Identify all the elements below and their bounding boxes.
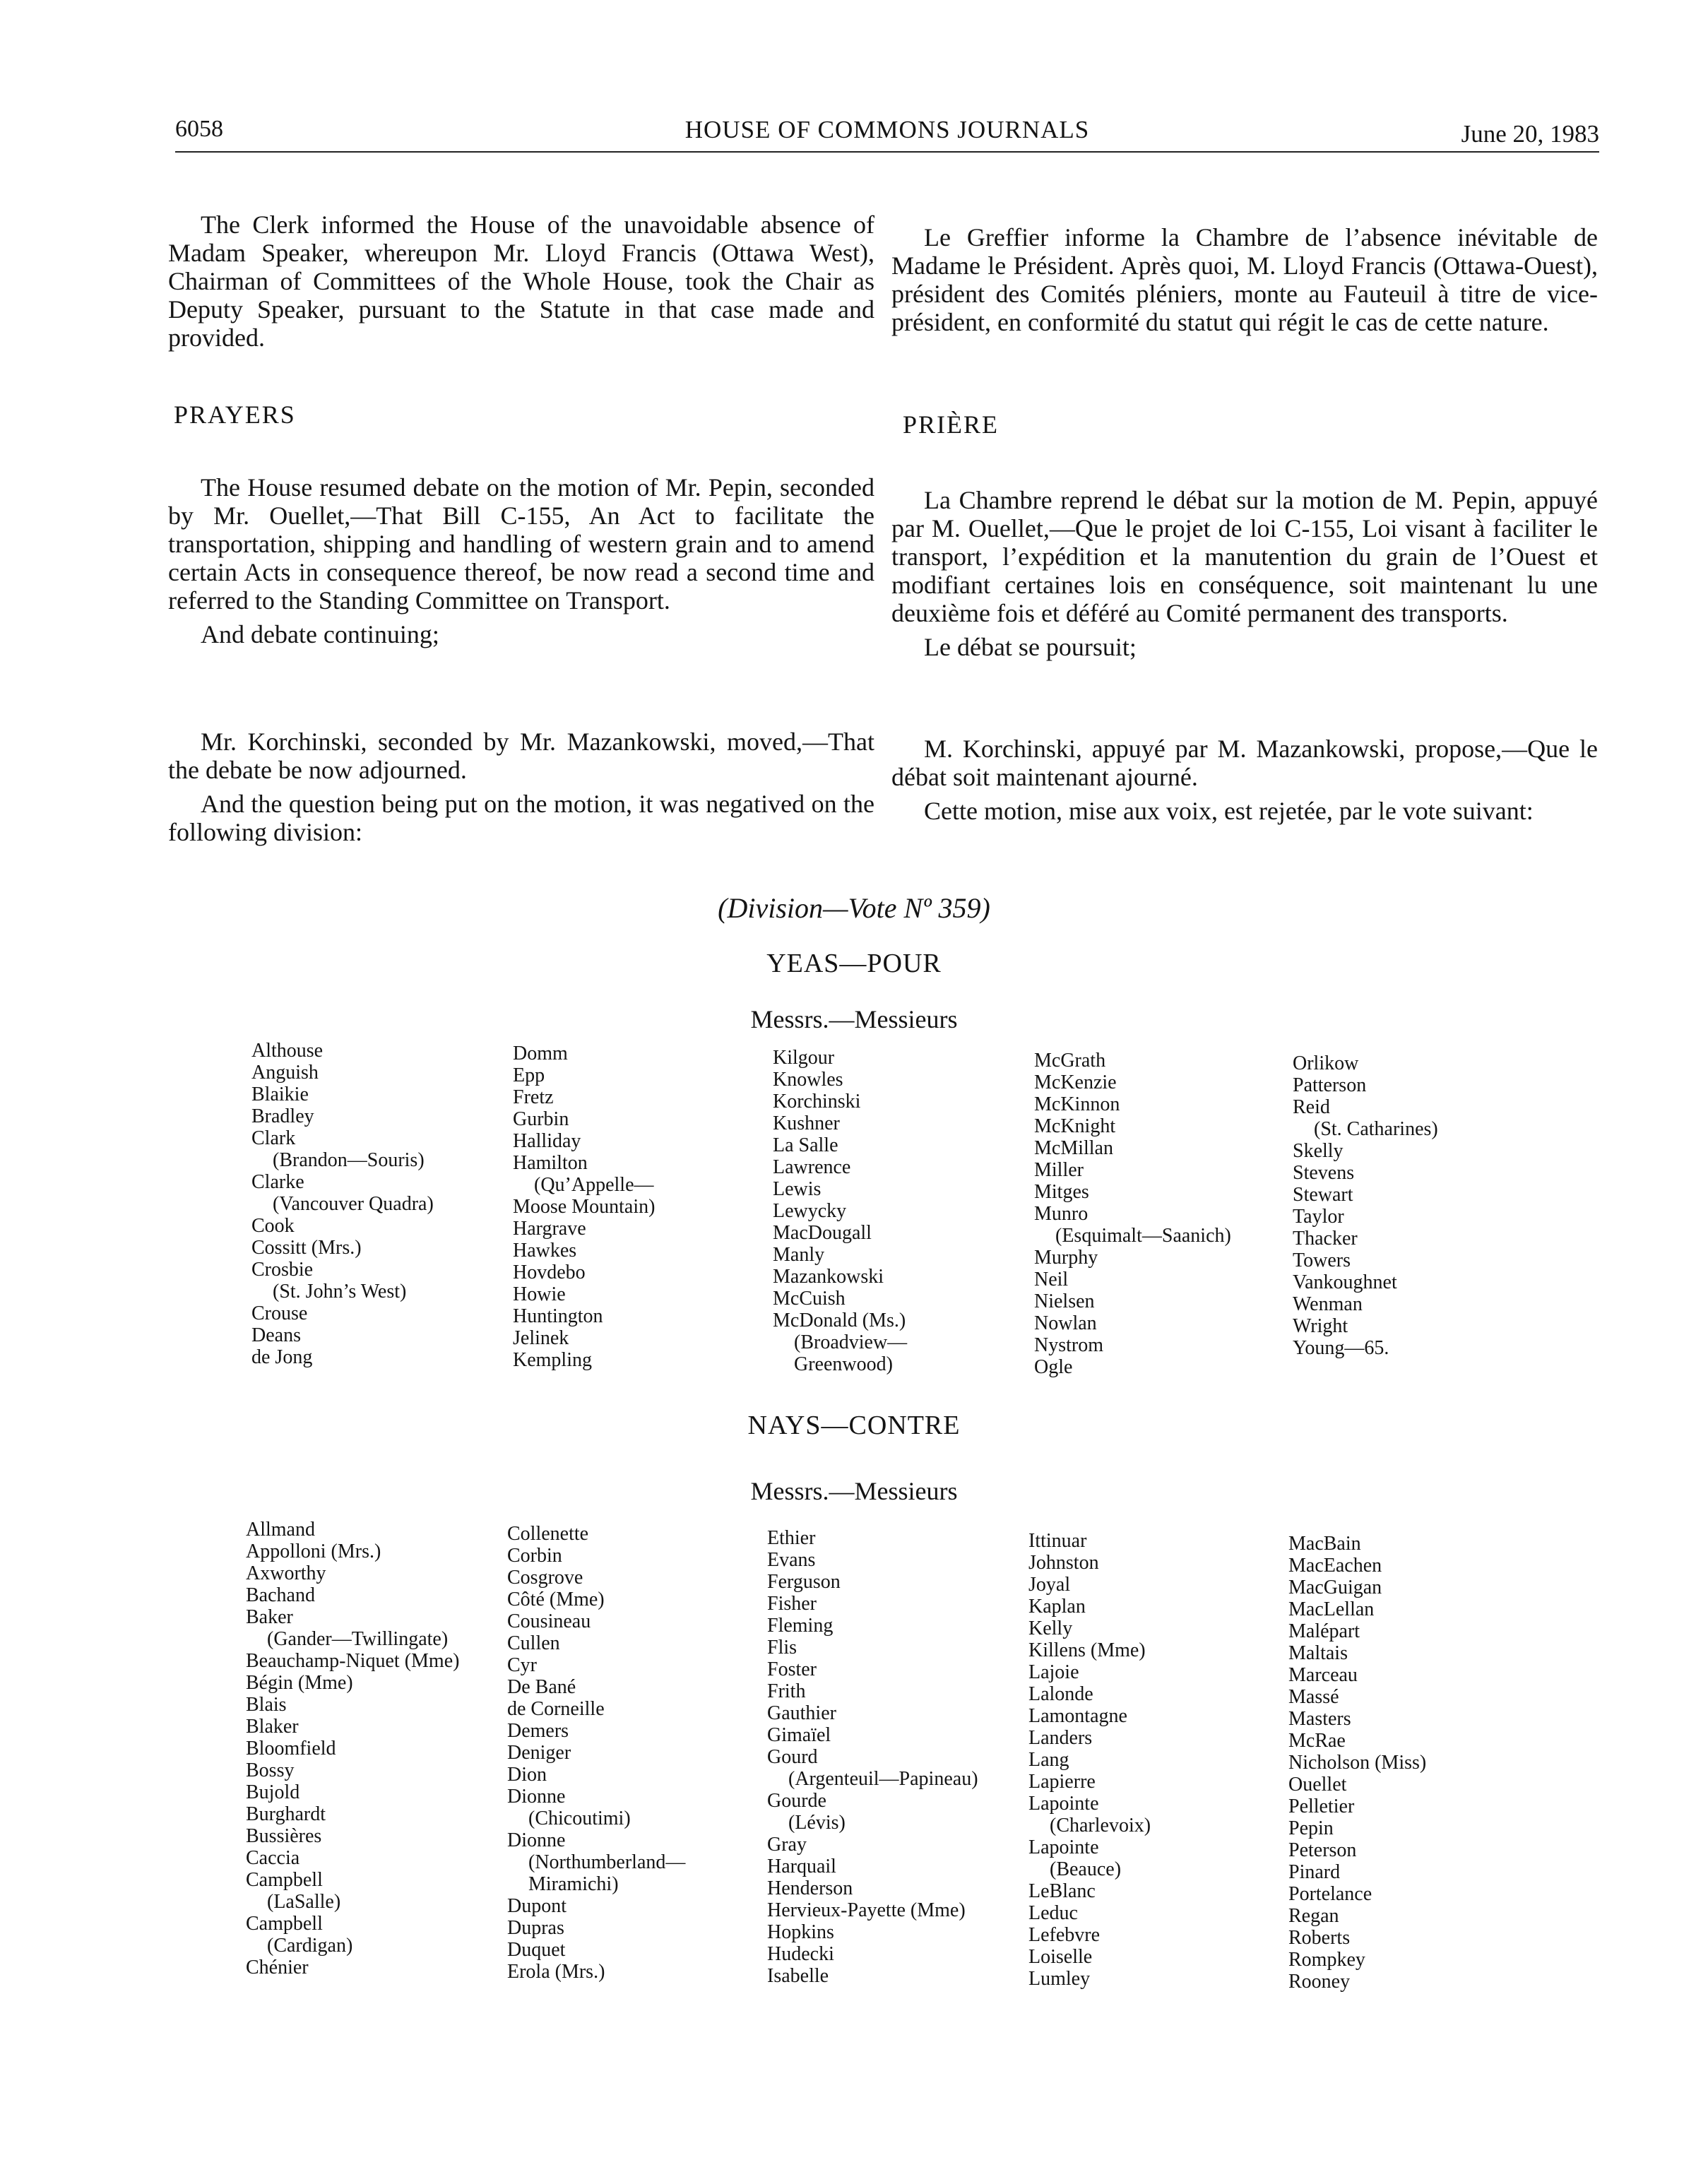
nay-member-name: Cosgrove	[507, 1567, 583, 1589]
yea-member-name: (Brandon—Souris)	[273, 1149, 425, 1171]
yea-member-name: Cook	[251, 1215, 295, 1237]
yeas-column-2	[513, 1043, 774, 1371]
yea-member-name: Reid	[1293, 1096, 1330, 1118]
nay-member-name: Demers	[507, 1720, 569, 1742]
en-question-paragraph: And the question being put on the motion, it was negatived on the following division:	[168, 790, 874, 846]
yea-member-name: Wenman	[1293, 1293, 1363, 1315]
yea-member-name: Althouse	[251, 1040, 324, 1062]
nay-member-name: Peterson	[1288, 1839, 1357, 1861]
fr-debate-block	[891, 486, 1598, 661]
nay-member-name: Foster	[767, 1658, 817, 1680]
yea-member-name: McKinnon	[1034, 1093, 1120, 1115]
yea-member-name: Halliday	[513, 1130, 581, 1152]
yea-member-name: Munro	[1034, 1203, 1089, 1225]
yea-member-name: Nielsen	[1034, 1290, 1095, 1312]
nay-member-name: (Chicoutimi)	[528, 1808, 631, 1829]
nay-member-name: Lumley	[1028, 1968, 1091, 1990]
yea-member-name: (St. Catharines)	[1314, 1118, 1438, 1140]
nay-member-name: Evans	[767, 1549, 816, 1571]
nay-member-name: Corbin	[507, 1545, 562, 1567]
en-prayers-heading: PRAYERS	[174, 400, 296, 429]
nay-member-name: Bujold	[246, 1781, 300, 1803]
nay-member-name: Deniger	[507, 1742, 571, 1764]
nay-member-name: Lajoie	[1028, 1661, 1079, 1683]
yea-member-name: Korchinski	[773, 1091, 861, 1112]
nay-member-name: Gourde	[767, 1790, 826, 1812]
nay-member-name: Ethier	[767, 1527, 816, 1549]
yea-member-name: Gurbin	[513, 1108, 569, 1130]
header-date: June 20, 1983	[1461, 120, 1599, 148]
nay-member-name: Beauchamp-Niquet (Mme)	[246, 1650, 460, 1672]
nay-member-name: Côté (Mme)	[507, 1589, 605, 1610]
en-motion-paragraph: Mr. Korchinski, seconded by Mr. Mazankowski, moved,—That the debate be now adjourned.	[168, 728, 874, 784]
nay-member-name: Lamontagne	[1028, 1705, 1127, 1727]
nay-member-name: Baker	[246, 1606, 293, 1628]
nay-member-name: De Bané	[507, 1676, 576, 1698]
yea-member-name: McMillan	[1034, 1137, 1113, 1159]
yeas-column-3	[773, 1047, 1034, 1375]
fr-debate-continuing: Le débat se poursuit;	[924, 633, 1137, 661]
yea-member-name: Lewis	[773, 1178, 822, 1200]
nay-member-name: Cyr	[507, 1654, 537, 1676]
nay-member-name: Massé	[1288, 1686, 1339, 1708]
page-header	[175, 116, 1599, 153]
yea-member-name: Mitges	[1034, 1181, 1089, 1203]
nay-member-name: Joyal	[1028, 1574, 1071, 1596]
yea-member-name: McGrath	[1034, 1050, 1106, 1072]
yea-member-name: Cossitt (Mrs.)	[251, 1237, 362, 1259]
yea-member-name: Crouse	[251, 1302, 308, 1324]
yea-member-name: Crosbie	[251, 1259, 314, 1281]
yea-member-name: McKenzie	[1034, 1072, 1117, 1093]
yea-member-name: McKnight	[1034, 1115, 1116, 1137]
nay-member-name: MacLellan	[1288, 1598, 1375, 1620]
yea-member-name: Greenwood)	[794, 1353, 893, 1375]
yea-member-name: Kilgour	[773, 1047, 835, 1069]
yea-member-name: Hovdebo	[513, 1262, 586, 1283]
nays-column-4	[1028, 1530, 1290, 1990]
nay-member-name: (LaSalle)	[267, 1891, 341, 1913]
nay-member-name: MacBain	[1288, 1533, 1361, 1555]
en-intro-paragraph: The Clerk informed the House of the unavoidable absence of Madam Speaker, whereupon Mr. Lloyd Francis (Ottawa West), Chairman of Committees of the Whole House, took the Chair as Deputy Speaker, pursuant to the Statute in that case made and provided.	[168, 210, 874, 352]
yea-member-name: Manly	[773, 1244, 825, 1266]
yeas-column-5	[1293, 1052, 1554, 1359]
yea-member-name: Orlikow	[1293, 1052, 1359, 1074]
yea-member-name: Stewart	[1293, 1184, 1353, 1206]
nay-member-name: Dionne	[507, 1786, 566, 1808]
yea-member-name: Hamilton	[513, 1152, 588, 1174]
yea-member-name: Vankoughnet	[1293, 1271, 1397, 1293]
nay-member-name: Axworthy	[246, 1562, 326, 1584]
nay-member-name: (Beauce)	[1050, 1858, 1122, 1880]
nay-member-name: Fisher	[767, 1593, 817, 1615]
nay-member-name: Leduc	[1028, 1902, 1078, 1924]
nay-member-name: Campbell	[246, 1869, 323, 1891]
yea-member-name: Patterson	[1293, 1074, 1367, 1096]
nay-member-name: Lalonde	[1028, 1683, 1093, 1705]
nay-member-name: Allmand	[246, 1519, 315, 1541]
yea-member-name: (Qu’Appelle—	[534, 1174, 654, 1196]
nay-member-name: Kelly	[1028, 1618, 1073, 1639]
yea-member-name: Moose Mountain)	[513, 1196, 656, 1218]
yea-member-name: Miller	[1034, 1159, 1084, 1181]
en-debate-block	[168, 473, 874, 648]
yea-member-name: Jelinek	[513, 1327, 569, 1349]
yea-member-name: (Broadview—	[794, 1331, 908, 1353]
yea-member-name: Blaikie	[251, 1084, 309, 1105]
nay-member-name: Erola (Mrs.)	[507, 1961, 605, 1983]
nay-member-name: Caccia	[246, 1847, 300, 1869]
yea-member-name: McDonald (Ms.)	[773, 1310, 906, 1331]
nay-member-name: Bussières	[246, 1825, 322, 1847]
nay-member-name: Gourd	[767, 1746, 818, 1768]
nay-member-name: Marceau	[1288, 1664, 1358, 1686]
nay-member-name: Lang	[1028, 1749, 1069, 1771]
yea-member-name: Epp	[513, 1064, 545, 1086]
yea-member-name: Knowles	[773, 1069, 843, 1091]
nay-member-name: Roberts	[1288, 1927, 1351, 1949]
nay-member-name: Blaker	[246, 1716, 299, 1738]
nay-member-name: Isabelle	[767, 1965, 829, 1987]
nay-member-name: Gray	[767, 1834, 807, 1856]
nay-member-name: Ittinuar	[1028, 1530, 1087, 1552]
yea-member-name: Wright	[1293, 1315, 1348, 1337]
fr-priere-heading: PRIÈRE	[903, 410, 1000, 439]
yea-member-name: Skelly	[1293, 1140, 1344, 1162]
nay-member-name: Bloomfield	[246, 1738, 336, 1760]
yea-member-name: Lawrence	[773, 1156, 851, 1178]
nay-member-name: Gauthier	[767, 1702, 836, 1724]
yea-member-name: Howie	[513, 1283, 566, 1305]
nay-member-name: Chénier	[246, 1957, 309, 1978]
fr-debate-paragraph: La Chambre reprend le débat sur la motion de M. Pepin, appuyé par M. Ouellet,—Que le projet de loi C-155, Loi visant à faciliter le transport, l’expédition et la manutention du grain de l’Ouest et modifiant certaines lois en conséquence, soit maintenant lu une deuxième fois et déféré au Comité permanent des transports.	[891, 486, 1598, 627]
fr-intro-paragraph: Le Greffier informe la Chambre de l’absence inévitable de Madame le Président. Après quoi, M. Lloyd Francis (Ottawa-Ouest), président des Comités pléniers, monte au Fauteuil à titre de vice-président, en conformité du statut qui régit le cas de cette nature.	[891, 223, 1598, 336]
nay-member-name: Maltais	[1288, 1642, 1348, 1664]
nays-heading: NAYS—CONTRE	[747, 1411, 961, 1440]
nay-member-name: Bachand	[246, 1584, 315, 1606]
yea-member-name: Kempling	[513, 1349, 592, 1371]
nay-member-name: McRae	[1288, 1730, 1346, 1752]
nay-member-name: (Gander—Twillingate)	[267, 1628, 449, 1650]
nay-member-name: Johnston	[1028, 1552, 1099, 1574]
nay-member-name: Rompkey	[1288, 1949, 1365, 1971]
nay-member-name: Lapointe	[1028, 1836, 1099, 1858]
nay-member-name: Pepin	[1288, 1817, 1334, 1839]
en-motion-block	[168, 728, 874, 846]
yea-member-name: (Vancouver Quadra)	[273, 1193, 434, 1215]
yea-member-name: Nystrom	[1034, 1334, 1103, 1356]
yea-member-name: Neil	[1034, 1269, 1069, 1290]
yeas-column-4	[1034, 1050, 1295, 1378]
yea-member-name: Towers	[1293, 1250, 1351, 1271]
nay-member-name: Hopkins	[767, 1921, 834, 1943]
nay-member-name: (Northumberland—	[528, 1851, 686, 1873]
nay-member-name: Gimaïel	[767, 1724, 831, 1746]
journal-title: HOUSE OF COMMONS JOURNALS	[684, 116, 1090, 143]
nay-member-name: MacGuigan	[1288, 1577, 1382, 1598]
yea-member-name: Ogle	[1034, 1356, 1073, 1378]
nay-member-name: Flis	[767, 1637, 797, 1658]
nay-member-name: Bossy	[246, 1760, 295, 1781]
yea-member-name: Stevens	[1293, 1162, 1355, 1184]
nay-member-name: Campbell	[246, 1913, 323, 1935]
yea-member-name: Kushner	[773, 1112, 840, 1134]
nay-member-name: Duquet	[507, 1939, 566, 1961]
nay-member-name: Landers	[1028, 1727, 1093, 1749]
nay-member-name: LeBlanc	[1028, 1880, 1096, 1902]
yea-member-name: Nowlan	[1034, 1312, 1097, 1334]
nay-member-name: Burghardt	[246, 1803, 326, 1825]
yea-member-name: Hargrave	[513, 1218, 586, 1240]
yea-member-name: de Jong	[251, 1346, 313, 1368]
nay-member-name: Pelletier	[1288, 1796, 1355, 1817]
nay-member-name: Henderson	[767, 1877, 853, 1899]
nay-member-name: Collenette	[507, 1523, 589, 1545]
yea-member-name: Young—65.	[1293, 1337, 1389, 1359]
nay-member-name: Masters	[1288, 1708, 1351, 1730]
nays-subheading: Messrs.—Messieurs	[750, 1477, 958, 1505]
nay-member-name: Appolloni (Mrs.)	[246, 1541, 381, 1562]
nay-member-name: Harquail	[767, 1856, 836, 1877]
nay-member-name: Fleming	[767, 1615, 834, 1637]
fr-motion-block	[891, 735, 1598, 825]
nay-member-name: Ferguson	[767, 1571, 841, 1593]
yea-member-name: MacDougall	[773, 1222, 872, 1244]
nays-column-2	[507, 1523, 769, 1983]
yea-member-name: Murphy	[1034, 1247, 1098, 1269]
nay-member-name: MacEachen	[1288, 1555, 1382, 1577]
nay-member-name: de Corneille	[507, 1698, 605, 1720]
nays-column-1	[246, 1519, 507, 1978]
nays-column-3	[767, 1527, 1028, 1987]
yeas-subheading: Messrs.—Messieurs	[750, 1005, 958, 1033]
en-debate-continuing: And debate continuing;	[201, 620, 439, 648]
fr-motion-paragraph: M. Korchinski, appuyé par M. Mazankowski, propose,—Que le débat soit maintenant ajourné.	[891, 735, 1598, 791]
division-title: (Division—Vote Nº 359)	[718, 892, 990, 924]
nay-member-name: Blais	[246, 1694, 287, 1716]
yea-member-name: Hawkes	[513, 1240, 577, 1262]
yea-member-name: Domm	[513, 1043, 568, 1064]
yea-member-name: Mazankowski	[773, 1266, 884, 1288]
yea-member-name: La Salle	[773, 1134, 838, 1156]
nay-member-name: Malépart	[1288, 1620, 1360, 1642]
nay-member-name: Hervieux-Payette (Mme)	[767, 1899, 966, 1921]
nay-member-name: Dionne	[507, 1829, 566, 1851]
en-debate-paragraph: The House resumed debate on the motion of Mr. Pepin, seconded by Mr. Ouellet,—That Bill C-155, An Act to facilitate the transportation, shipping and handling of western grain and to amend certain Acts in consequence thereof, be now read a second time and referred to the Standing Committee on Transport.	[168, 473, 874, 615]
nay-member-name: (Charlevoix)	[1050, 1815, 1151, 1836]
nay-member-name: Portelance	[1288, 1883, 1372, 1905]
nay-member-name: Dupont	[507, 1895, 567, 1917]
yea-member-name: Clarke	[251, 1171, 304, 1193]
yea-member-name: Deans	[251, 1324, 301, 1346]
nay-member-name: Pinard	[1288, 1861, 1341, 1883]
yea-member-name: Bradley	[251, 1105, 314, 1127]
nay-member-name: Killens (Mme)	[1028, 1639, 1146, 1661]
nay-member-name: Lefebvre	[1028, 1924, 1101, 1946]
yea-member-name: (St. John’s West)	[273, 1281, 407, 1302]
yea-member-name: Fretz	[513, 1086, 554, 1108]
yeas-column-1	[251, 1040, 513, 1368]
nay-member-name: Regan	[1288, 1905, 1339, 1927]
yea-member-name: Anguish	[251, 1062, 319, 1084]
nay-member-name: Bégin (Mme)	[246, 1672, 353, 1694]
nay-member-name: Lapointe	[1028, 1793, 1099, 1815]
nay-member-name: Nicholson (Miss)	[1288, 1752, 1427, 1774]
nay-member-name: Miramichi)	[528, 1873, 619, 1895]
yea-member-name: Clark	[251, 1127, 296, 1149]
yea-member-name: Lewycky	[773, 1200, 847, 1222]
yea-member-name: Huntington	[513, 1305, 603, 1327]
nay-member-name: Hudecki	[767, 1943, 834, 1965]
nay-member-name: Kaplan	[1028, 1596, 1086, 1618]
yea-member-name: Thacker	[1293, 1228, 1358, 1250]
page-number: 6058	[175, 116, 223, 142]
nay-member-name: Frith	[767, 1680, 806, 1702]
nay-member-name: (Cardigan)	[267, 1935, 353, 1957]
nay-member-name: Cullen	[507, 1632, 560, 1654]
fr-question-paragraph: Cette motion, mise aux voix, est rejetée, par le vote suivant:	[924, 797, 1534, 825]
yea-member-name: (Esquimalt—Saanich)	[1055, 1225, 1231, 1247]
nay-member-name: Ouellet	[1288, 1774, 1347, 1796]
nay-member-name: Cousineau	[507, 1610, 591, 1632]
yea-member-name: McCuish	[773, 1288, 846, 1310]
nay-member-name: Loiselle	[1028, 1946, 1093, 1968]
nay-member-name: Lapierre	[1028, 1771, 1096, 1793]
yea-member-name: Taylor	[1293, 1206, 1344, 1228]
nay-member-name: (Lévis)	[788, 1812, 846, 1834]
nay-member-name: (Argenteuil—Papineau)	[788, 1768, 978, 1790]
nay-member-name: Dupras	[507, 1917, 564, 1939]
nay-member-name: Dion	[507, 1764, 547, 1786]
nay-member-name: Rooney	[1288, 1971, 1351, 1993]
yeas-heading: YEAS—POUR	[766, 949, 942, 978]
nays-column-5	[1288, 1533, 1550, 1993]
